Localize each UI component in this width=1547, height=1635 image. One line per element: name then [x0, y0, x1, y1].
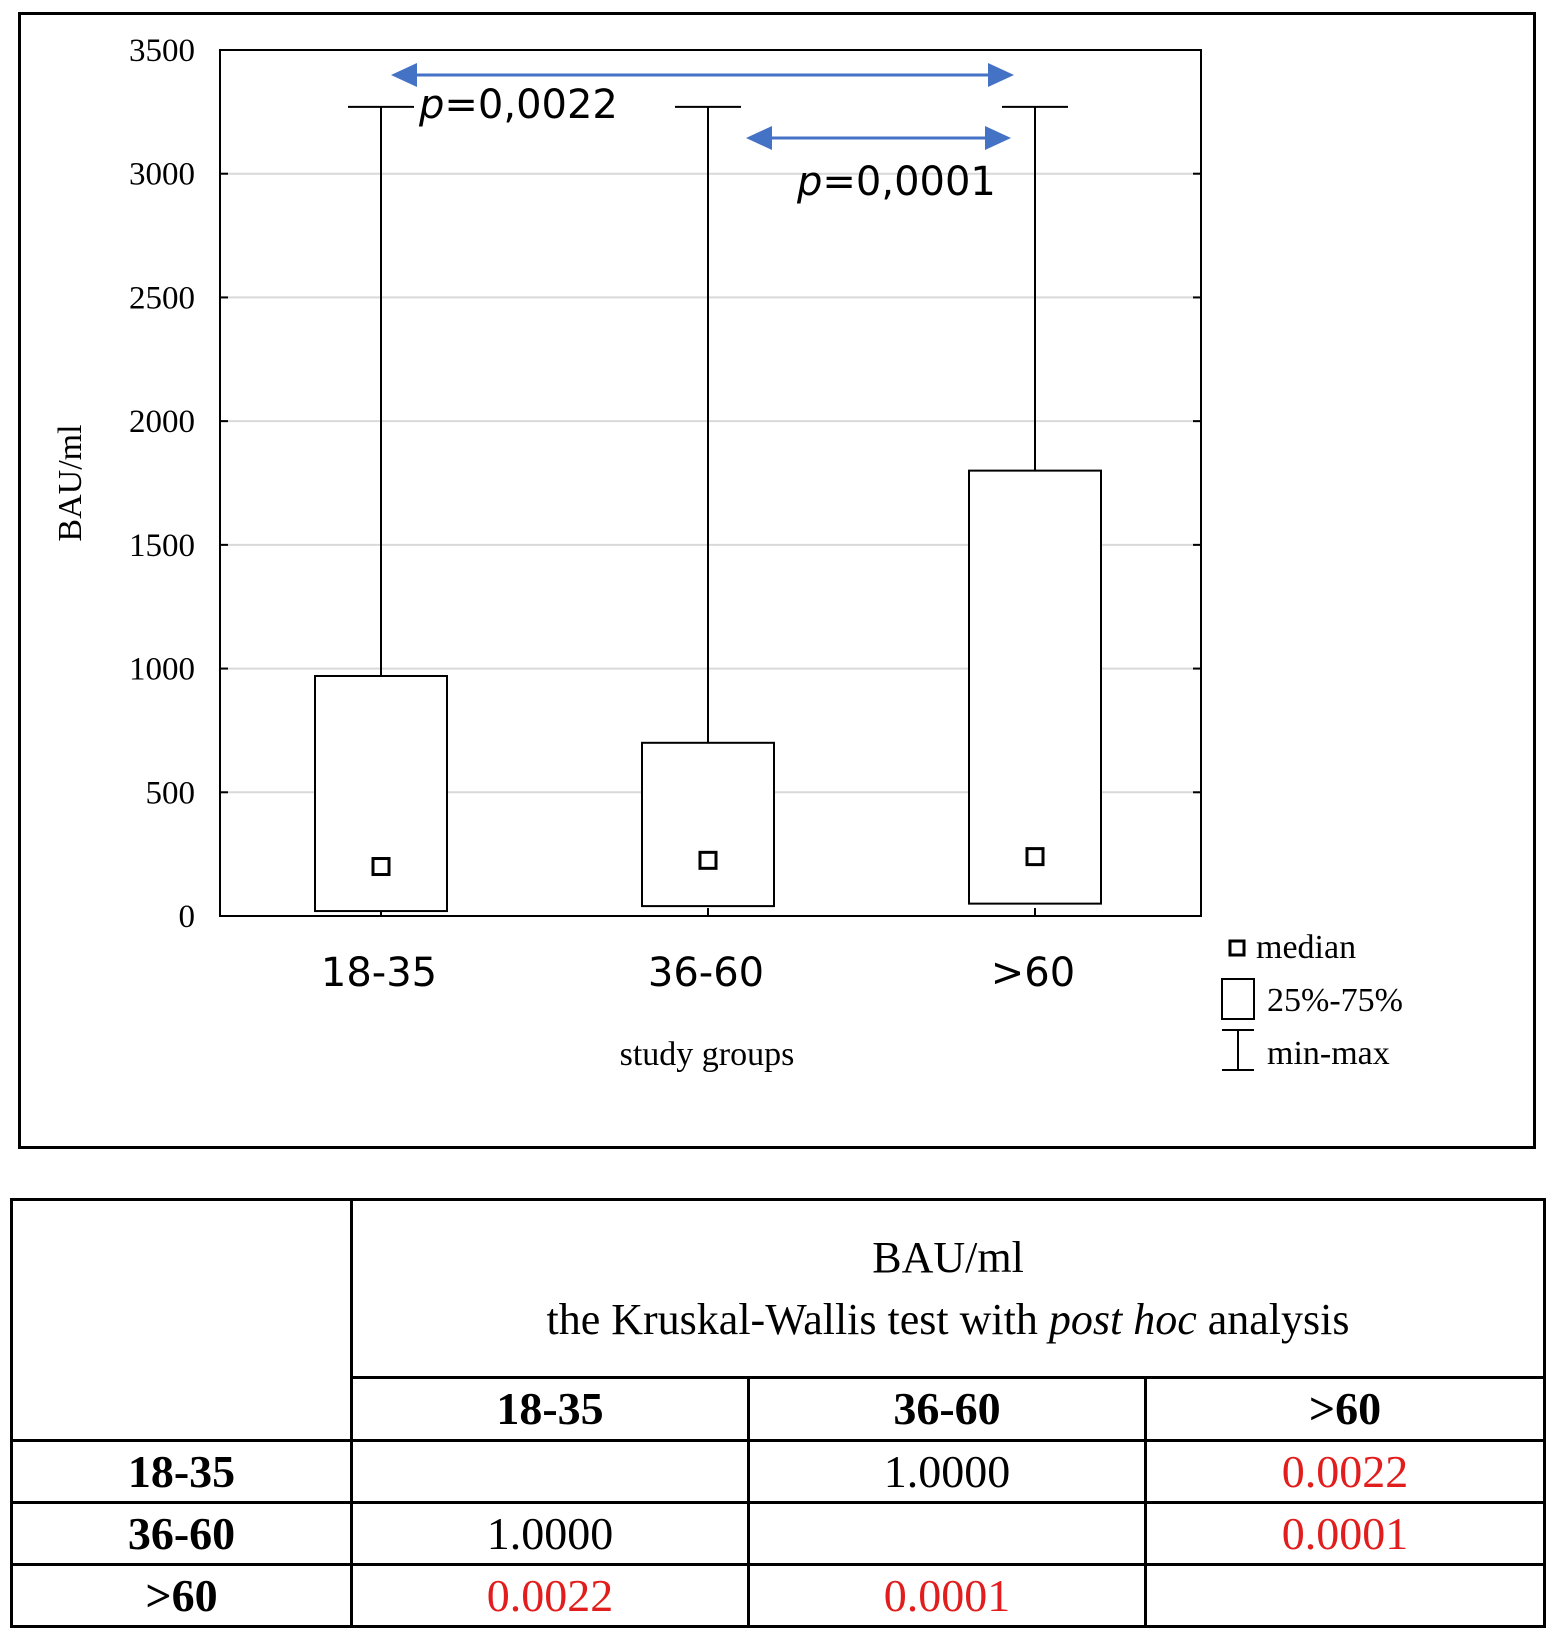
table-corner-cell	[12, 1200, 352, 1441]
table-subtitle	[353, 1289, 1543, 1351]
table-subtitle-pre: the Kruskal-Wallis test with	[546, 1294, 1049, 1344]
table-row	[12, 1440, 1545, 1502]
y-tick-label: 2000	[129, 404, 195, 441]
y-tick-label: 0	[178, 899, 195, 935]
y-tick-label: 500	[145, 775, 195, 812]
column-header-over-60: >60	[1146, 1378, 1545, 1440]
table-cell	[352, 1440, 749, 1502]
table-title: BAU/ml	[872, 1232, 1024, 1282]
median-marker	[700, 852, 716, 868]
table-subtitle-italic: post hoc	[1048, 1294, 1197, 1344]
table-cell	[749, 1502, 1146, 1564]
table-row	[12, 1502, 1545, 1564]
legend-label: 25%-75%	[1267, 982, 1403, 1019]
column-header-18-35: 18-35	[352, 1378, 749, 1440]
table-cell-significant: 0.0022	[1146, 1440, 1545, 1502]
x-tick-label: 18-35	[320, 950, 438, 996]
legend-label: min-max	[1267, 1035, 1390, 1072]
significance-arrow-head-left	[746, 126, 772, 150]
chart-frame	[18, 12, 1536, 1149]
table-cell-significant: 0.0022	[352, 1564, 749, 1626]
box-plot	[21, 15, 1533, 1146]
table-cell-significant: 0.0001	[1146, 1502, 1545, 1564]
table-cell	[1146, 1564, 1545, 1626]
y-tick-label: 1500	[129, 527, 195, 564]
x-tick-label: >60	[990, 950, 1076, 996]
row-header: 36-60	[12, 1502, 352, 1564]
legend-label: median	[1256, 929, 1357, 966]
p-value-label: p=0,0022	[419, 82, 618, 128]
significance-arrow-head-right	[985, 126, 1011, 150]
table-cell-significant: 0.0001	[749, 1564, 1146, 1626]
legend-box-symbol	[1222, 979, 1254, 1019]
iqr-box	[642, 743, 774, 906]
table-row	[12, 1564, 1545, 1626]
y-tick-label: 2500	[129, 280, 195, 317]
row-header: 18-35	[12, 1440, 352, 1502]
table-subtitle-post: analysis	[1196, 1294, 1350, 1344]
median-marker	[373, 859, 389, 875]
significance-arrow-head-left	[391, 63, 417, 87]
table-title-cell	[352, 1200, 1545, 1378]
significance-arrow-head-right	[988, 63, 1014, 87]
y-tick-label: 3000	[129, 156, 195, 193]
table-cell: 1.0000	[352, 1502, 749, 1564]
y-tick-label: 3500	[129, 33, 195, 69]
kruskal-wallis-table	[10, 1198, 1546, 1628]
legend-median-symbol	[1230, 941, 1244, 955]
y-tick-label: 1000	[129, 651, 195, 688]
x-tick-label: 36-60	[647, 950, 765, 996]
column-header-36-60: 36-60	[749, 1378, 1146, 1440]
table-cell: 1.0000	[749, 1440, 1146, 1502]
median-marker	[1027, 849, 1043, 865]
iqr-box	[969, 471, 1101, 904]
x-axis-label: study groups	[619, 1036, 795, 1073]
row-header: >60	[12, 1564, 352, 1626]
p-value-label: p=0,0001	[797, 159, 996, 205]
y-axis-label: BAU/ml	[52, 424, 89, 542]
